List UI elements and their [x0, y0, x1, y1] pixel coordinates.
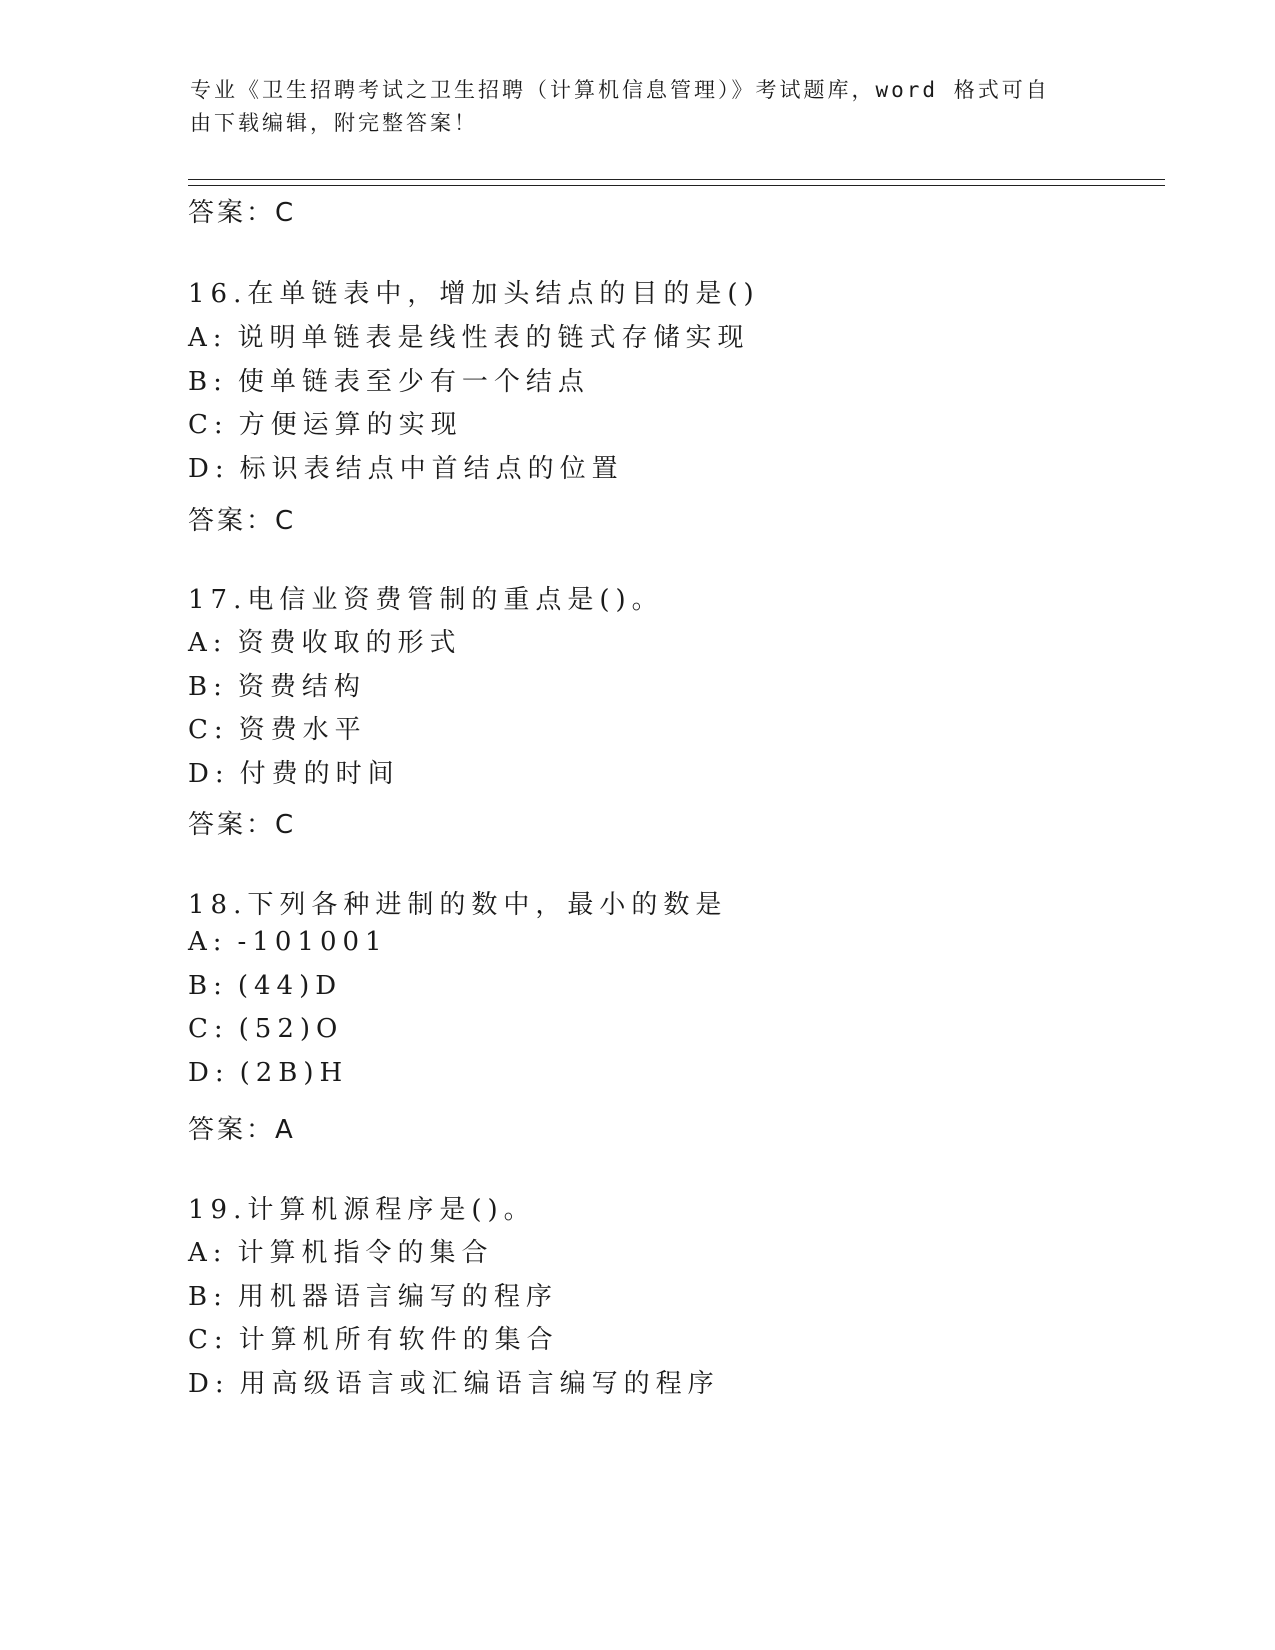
option-label: D:	[188, 454, 230, 484]
option-text: 使单链表至少有一个结点	[237, 367, 590, 397]
option-text: (52)O	[238, 1014, 344, 1044]
option-label: C:	[188, 410, 229, 440]
question-16-option-d	[188, 448, 624, 485]
header-divider	[188, 179, 1165, 186]
option-label: D:	[188, 759, 230, 789]
option-text: 用高级语言或汇编语言编写的程序	[239, 1369, 720, 1399]
question-19-stem: 19.计算机源程序是()。	[188, 1195, 536, 1225]
option-label: B:	[188, 1282, 228, 1312]
question-16-option-c	[188, 404, 463, 441]
document-header	[190, 74, 1070, 140]
option-label: C:	[188, 1014, 229, 1044]
question-17-option-b	[188, 666, 366, 703]
header-line-2: 由下载编辑，附完整答案！	[190, 111, 478, 135]
option-text: 标识表结点中首结点的位置	[239, 454, 624, 484]
question-17-option-a	[188, 622, 462, 659]
option-label: D:	[188, 1058, 230, 1088]
question-16-stem: 16.在单链表中，增加头结点的目的是()	[188, 279, 760, 309]
option-label: D:	[188, 1369, 230, 1399]
question-17-option-d	[188, 753, 400, 790]
option-text: 计算机所有软件的集合	[238, 1325, 559, 1355]
question-19-option-c	[188, 1319, 559, 1356]
answer-18: 答案：A	[188, 1115, 296, 1145]
option-text: 计算机指令的集合	[237, 1238, 494, 1268]
question-19-option-d	[188, 1363, 720, 1400]
answer-15: 答案：C	[188, 198, 297, 228]
question-17-option-c	[188, 709, 367, 746]
option-text: 付费的时间	[239, 759, 400, 789]
option-text: 资费收取的形式	[237, 628, 462, 658]
answer-17: 答案：C	[188, 810, 297, 840]
option-label: B:	[188, 971, 228, 1001]
question-16-option-a	[188, 317, 750, 354]
option-label: B:	[188, 367, 228, 397]
option-text: (2B)H	[239, 1058, 349, 1088]
option-label: C:	[188, 715, 229, 745]
question-17-stem: 17.电信业资费管制的重点是()。	[188, 585, 664, 615]
header-line-1: 专业《卫生招聘考试之卫生招聘（计算机信息管理）》考试题库，word 格式可自	[190, 78, 1050, 102]
option-text: -101001	[237, 927, 388, 957]
option-label: A:	[188, 323, 228, 353]
option-text: 方便运算的实现	[238, 410, 463, 440]
question-19-option-a	[188, 1232, 494, 1269]
option-text: 资费水平	[238, 715, 367, 745]
question-18-option-a	[188, 927, 388, 957]
question-18-option-c	[188, 1014, 343, 1044]
option-text: 说明单链表是线性表的链式存储实现	[237, 323, 750, 353]
question-19-option-b	[188, 1276, 558, 1313]
option-label: A:	[188, 1238, 228, 1268]
question-16-option-b	[188, 361, 590, 398]
option-label: C:	[188, 1325, 229, 1355]
question-18-option-b	[188, 971, 342, 1001]
answer-16: 答案：C	[188, 506, 297, 536]
question-18-option-d	[188, 1058, 348, 1088]
option-text: 资费结构	[237, 672, 366, 702]
option-label: A:	[188, 927, 228, 957]
option-text: 用机器语言编写的程序	[237, 1282, 558, 1312]
option-label: A:	[188, 628, 228, 658]
question-18-stem: 18.下列各种进制的数中，最小的数是	[188, 890, 728, 920]
option-label: B:	[188, 672, 228, 702]
option-text: (44)D	[237, 971, 343, 1001]
